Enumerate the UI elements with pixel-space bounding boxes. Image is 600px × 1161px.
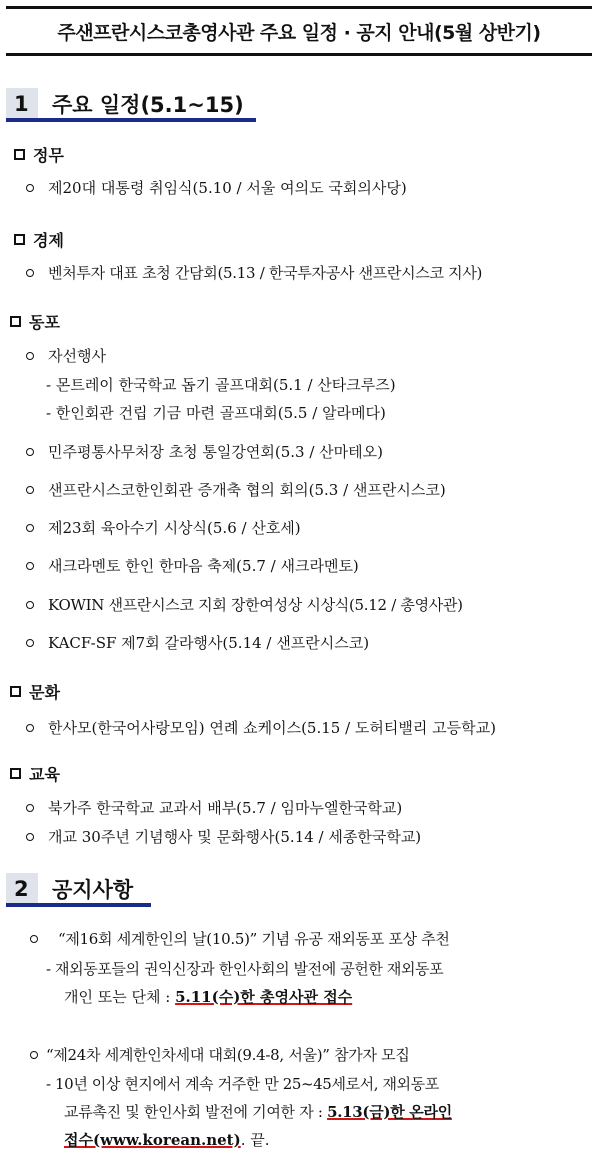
circle-bullet-icon	[26, 269, 34, 277]
checkbox-square-icon	[14, 234, 25, 245]
sub-item: - 한인회관 건립 기금 마련 골프대회(5.5 / 알라메다)	[46, 404, 386, 422]
notice-end: . 끝.	[240, 1131, 270, 1149]
list-item	[26, 797, 402, 818]
notice-line: - 재외동포들의 권익신장과 한인사회의 발전에 공헌한 재외동포	[46, 960, 444, 978]
notice-deadline: 5.11(수)한 총영사관 접수	[175, 988, 353, 1006]
notice-headline: “제16회 세계한인의 날(10.5)” 기념 유공 재외동포 포상 추천	[58, 930, 450, 948]
item-text: 한사모(한국어사랑모임) 연례 쇼케이스(5.15 / 도허티밸리 고등학교)	[48, 719, 496, 737]
notice-2	[30, 1044, 410, 1065]
notice-line: - 10년 이상 현지에서 계속 거주한 만 25~45세로서, 재외동포	[46, 1075, 439, 1093]
circle-bullet-icon	[26, 184, 34, 192]
category-economy	[14, 228, 64, 251]
section-1-title: 주요 일정(5.1~15)	[52, 93, 244, 117]
notice-line	[64, 1101, 452, 1122]
circle-bullet-icon	[26, 524, 34, 532]
circle-bullet-icon	[26, 562, 34, 570]
page-title: 주샌프란시스코총영사관 주요 일정 · 공지 안내(5월 상반기)	[6, 6, 592, 56]
item-text: 개교 30주년 기념행사 및 문화행사(5.14 / 세종한국학교)	[48, 828, 422, 846]
list-item	[26, 262, 482, 283]
circle-bullet-icon	[26, 804, 34, 812]
list-item	[26, 555, 359, 576]
section-2-header	[6, 873, 151, 905]
notice-deadline: 5.13(금)한 온라인	[327, 1103, 452, 1121]
circle-bullet-icon	[30, 1051, 38, 1059]
category-label: 교육	[29, 765, 60, 784]
category-culture	[10, 680, 60, 703]
notice-line	[64, 1129, 270, 1150]
checkbox-square-icon	[10, 316, 21, 327]
item-text: 새크라멘토 한인 한마음 축제(5.7 / 새크라멘토)	[48, 557, 359, 575]
category-community	[10, 310, 60, 333]
item-text: 자선행사	[48, 347, 106, 365]
item-text: 북가주 한국학교 교과서 배부(5.7 / 임마누엘한국학교)	[48, 799, 403, 817]
category-politics	[14, 143, 64, 166]
category-label: 정무	[33, 146, 64, 165]
list-item	[26, 479, 446, 500]
section-2-underline	[6, 903, 151, 907]
circle-bullet-icon	[26, 601, 34, 609]
item-text: 샌프란시스코한인회관 증개축 협의 회의(5.3 / 샌프란시스코)	[48, 481, 446, 499]
category-label: 문화	[29, 683, 60, 702]
circle-bullet-icon	[26, 724, 34, 732]
checkbox-square-icon	[10, 686, 21, 697]
circle-bullet-icon	[30, 935, 38, 943]
notice-headline: “제24차 세계한인차세대 대회(9.4-8, 서울)” 참가자 모집	[46, 1046, 410, 1064]
item-text: KOWIN 샌프란시스코 지회 장한여성상 시상식(5.12 / 총영사관)	[48, 596, 463, 614]
circle-bullet-icon	[26, 833, 34, 841]
notice-1	[30, 928, 450, 949]
list-item	[26, 517, 301, 538]
item-text: 제23회 육아수기 시상식(5.6 / 산호세)	[48, 519, 301, 537]
sub-item: - 몬트레이 한국학교 돕기 골프대회(5.1 / 산타크루즈)	[46, 376, 396, 394]
item-text: 벤처투자 대표 초청 간담회(5.13 / 한국투자공사 샌프란시스코 지사)	[48, 264, 483, 282]
list-item	[26, 717, 496, 738]
list-item	[26, 826, 421, 847]
circle-bullet-icon	[26, 352, 34, 360]
list-item	[26, 594, 463, 615]
item-text: 민주평통사무처장 초청 통일강연회(5.3 / 산마테오)	[48, 443, 383, 461]
section-1-number: 1	[14, 92, 29, 116]
item-text: 제20대 대통령 취임식(5.10 / 서울 여의도 국회의사당)	[48, 179, 407, 197]
section-2-number: 2	[14, 877, 29, 901]
list-item	[26, 632, 369, 653]
circle-bullet-icon	[26, 639, 34, 647]
notice-text: 개인 또는 단체 :	[64, 988, 176, 1006]
checkbox-square-icon	[14, 149, 25, 160]
category-education	[10, 762, 60, 785]
item-text: KACF-SF 제7회 갈라행사(5.14 / 샌프란시스코)	[48, 634, 370, 652]
notice-line	[64, 986, 352, 1007]
circle-bullet-icon	[26, 486, 34, 494]
notice-text: 교류촉진 및 한인사회 발전에 기여한 자 :	[64, 1103, 328, 1121]
section-2-title: 공지사항	[52, 878, 134, 902]
list-item	[26, 441, 383, 462]
category-label: 경제	[33, 231, 64, 250]
list-item-charity	[26, 345, 106, 366]
section-1-header	[6, 88, 256, 120]
circle-bullet-icon	[26, 448, 34, 456]
notice-deadline-link: 접수(www.korean.net)	[64, 1131, 241, 1149]
list-item	[26, 177, 407, 198]
checkbox-square-icon	[10, 768, 21, 779]
section-1-underline	[6, 118, 256, 122]
category-label: 동포	[29, 313, 60, 332]
